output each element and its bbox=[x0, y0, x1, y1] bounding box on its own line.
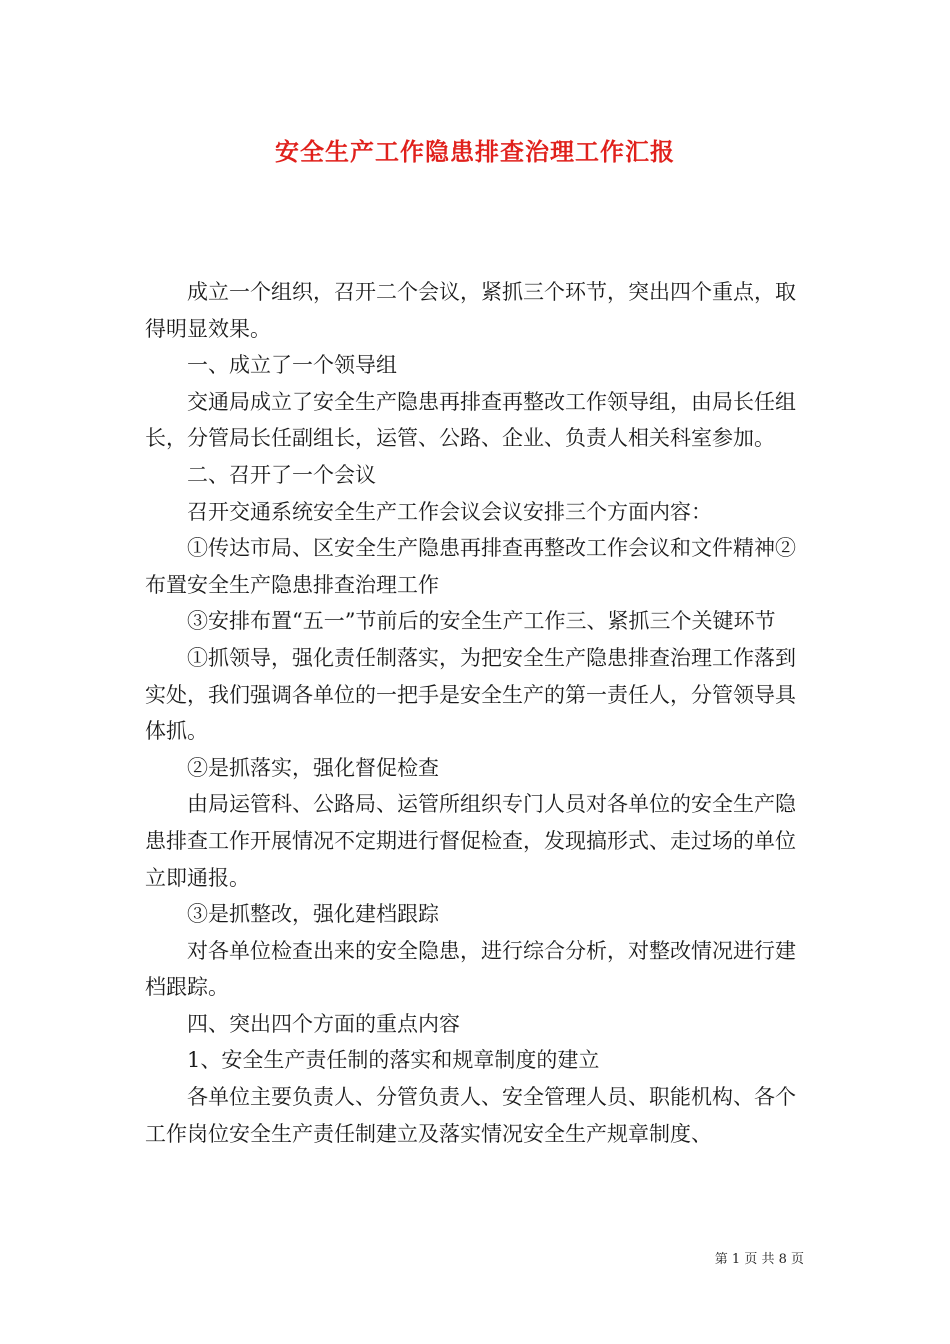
section-heading: 一、成立了一个领导组 bbox=[187, 353, 397, 378]
section-heading: 二、召开了一个会议 bbox=[187, 462, 376, 487]
paragraph: 召开交通系统安全生产工作会议会议安排三个方面内容： bbox=[187, 499, 712, 524]
paragraph: ①传达市局、区安全生产隐患再排查再整改工作会议和文件精神②布置安全生产隐患排查治理工作 bbox=[145, 536, 796, 597]
paragraph: 各单位主要负责人、分管负责人、安全管理人员、职能机构、各个工作岗位安全生产责任制建立及落实情况安全生产规章制度、 bbox=[145, 1085, 796, 1146]
paragraph: ③是抓整改，强化建档跟踪 bbox=[187, 902, 439, 927]
paragraph: 交通局成立了安全生产隐患再排查再整改工作领导组，由局长任组长，分管局长任副组长，运管、公路、企业、负责人相关科室参加。 bbox=[145, 389, 796, 451]
paragraph: 成立一个组织，召开二个会议，紧抓三个环节，突出四个重点，取得明显效果。 bbox=[145, 280, 796, 341]
document-body bbox=[145, 274, 810, 1152]
paragraph: ①抓领导，强化责任制落实，为把安全生产隐患排查治理工作落到实处，我们强调各单位的一把手是安全生产的第一责任人，分管领导具体抓。 bbox=[145, 645, 796, 744]
document-title: 安全生产工作隐患排查治理工作汇报 bbox=[275, 137, 675, 166]
paragraph: 由局运管科、公路局、运管所组织专门人员对各单位的安全生产隐患排查工作开展情况不定期进行督促检查，发现搞形式、走过场的单位立即通报。 bbox=[145, 792, 796, 890]
page-number-footer: 第 1 页 共 8 页 bbox=[714, 1252, 804, 1267]
paragraph: ③安排布置“五一”节前后的安全生产工作三、紧抓三个关键环节 bbox=[187, 609, 776, 634]
section-heading: 四、突出四个方面的重点内容 bbox=[187, 1011, 460, 1036]
paragraph: 1、安全生产责任制的落实和规章制度的建立 bbox=[187, 1048, 600, 1073]
paragraph: 对各单位检查出来的安全隐患，进行综合分析，对整改情况进行建档跟踪。 bbox=[145, 938, 796, 1000]
paragraph: ②是抓落实，强化督促检查 bbox=[187, 755, 439, 780]
